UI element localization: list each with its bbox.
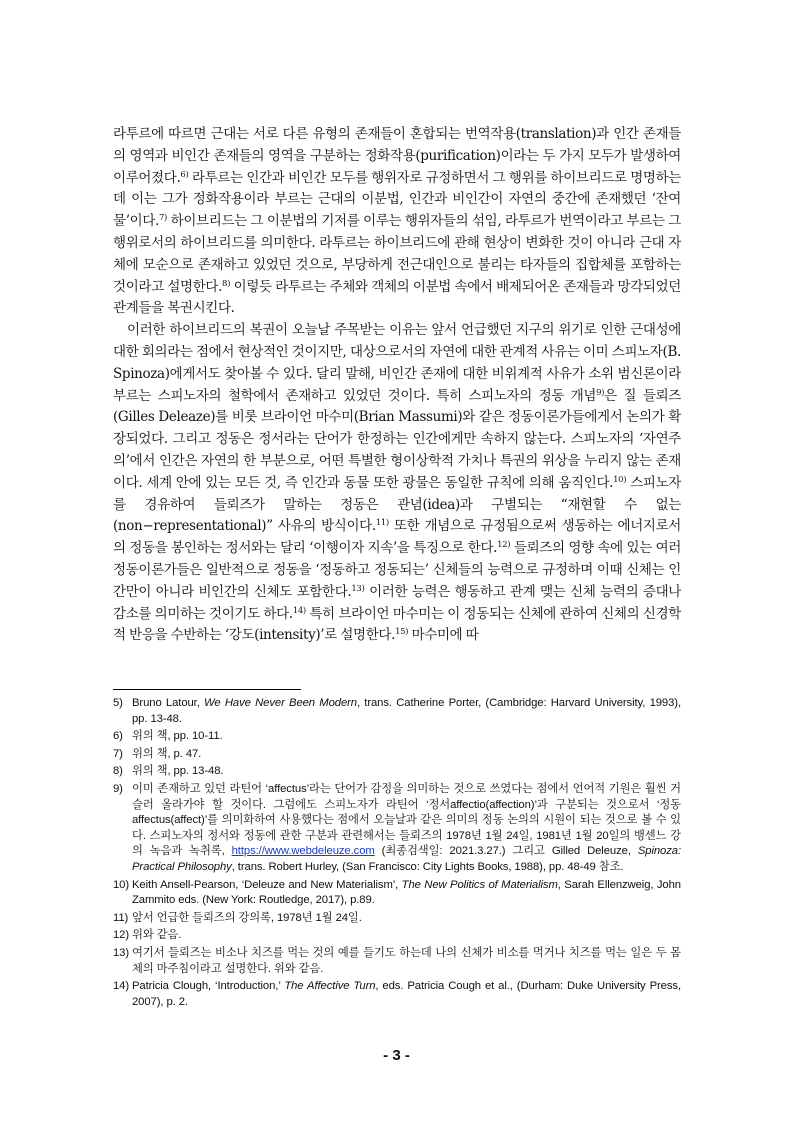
footnote-number: 9) xyxy=(113,782,123,795)
footnote-ref[interactable]: 6) xyxy=(180,169,189,180)
footnote-ref[interactable]: 13) xyxy=(351,583,365,594)
webdeleuze-link[interactable]: https://www.webdeleuze.com xyxy=(231,845,375,858)
footnote xyxy=(113,928,681,944)
footnote xyxy=(113,878,681,909)
paragraph xyxy=(113,320,681,647)
text-run: 라투르는 인간과 비인간 모두를 행위자로 규정하면서 그 행위를 하이브리드로 명명하는데 이는 그가 정화작용이라 부르는 근대의 이분법, 인간과 비인간이 자연의 중간에 존재했던 ‘잔여물’이다. xyxy=(113,169,681,230)
footnote-number: 8) xyxy=(113,765,123,778)
footnote-number: 7) xyxy=(113,747,123,760)
footnote-number: 11) xyxy=(113,911,129,924)
footnote-text: 위와 같음. xyxy=(132,929,182,942)
footnote xyxy=(113,696,681,727)
text-run: 특히 브라이언 마수미는 이 정동되는 신체에 관하여 신체의 신경학적 반응을 수반하는 ‘강도(intensity)’로 설명한다. xyxy=(113,605,681,644)
footnote-ref[interactable]: 10) xyxy=(613,474,627,485)
footnote xyxy=(113,946,681,977)
text-run: 은 질 들뢰즈(Gilles Deleaze)를 비롯 브라이언 마수미(Brian Massumi)와 같은 정동이론가들에게서 논의가 확장되었다. 그리고 정동은 정서라는 단어가 한정하는 인간에게만 속하지 않는다. 스피노자의 ‘자연주의’에서 인간은 자연의 한 부분으로, 어떤 특별한 형이상학적 가치나 특권의 위상을 누리지 않는 존재이다. 세계 안에 있는 모든 것, 즉 인간과 동물 또한 광물은 동일한 규칙에 의해 움직인다. xyxy=(113,387,681,491)
footnote-ref[interactable]: 8) xyxy=(222,278,231,289)
footnote-divider xyxy=(113,689,301,690)
text-run: 이러한 하이브리드의 복권이 오늘날 주목받는 이유는 앞서 언급했던 지구의 위기로 인한 근대성에 대한 회의라는 점에서 현상적인 것이지만, 대상으로서의 자연에 대한 관계적 사유는 이미 스피노자(B. Spinoza)에게서도 찾아볼 수 있다. 달리 말해, 비인간 존재에 대한 비위계적 사유가 소위 범신론이라 부르는 스피노자의 철학에서 존재하고 있었던 것이다. 특히 스피노자의 정동 개념 xyxy=(113,322,681,404)
text-run: 하이브리드는 그 이분법의 기저를 이루는 행위자들의 섞임, 라투르가 번역이라고 부르는 그 행위로서의 하이브리드를 의미한다. 라투르는 하이브리드에 관해 현상이 변화한 것이 아니라 근대 자체에 모순으로 존재하고 있었던 것으로, 부당하게 전근대인으로 불리는 타자들의 집합체를 포함하는 것이라고 설명한다. xyxy=(113,213,681,295)
footnote xyxy=(113,729,681,745)
footnote-ref[interactable]: 11) xyxy=(375,518,389,529)
footnote-text: 여기서 들뢰즈는 비소나 치즈를 먹는 것의 예를 들기도 하는데 나의 신체가 비소를 먹거나 치즈를 먹는 일은 두 몸체의 마주침이라고 설명한다. 위와 같음. xyxy=(132,946,681,975)
footnote-text: 위의 책, pp. 10-11. xyxy=(132,730,223,743)
footnote-text: 이미 존재하고 있던 라틴어 ‘affectus’라는 단어가 감정을 의미하는 것으로 쓰였다는 점에서 언어적 기원은 훨씬 거슬러 올라가야 할 것이다. 그럼에도 스피노자가 라틴어 ‘정서affectio(affection)’과 구분되는 것으로서 ‘정동affectus(affect)’를 의미화하여 사용했다는 점에서 오늘날과 같은 의미의 정동 논의의 시원이 되는 것으로 볼 수 있다. 스피노자의 정서와 정동에 관한 구분과 관련해서는 들뢰즈의 1978년 1월 24일, 1981년 1월 20일의 뱅센느 강의 녹음과 녹취록, https://www.webdeleuze.com (최종검색일: 2021.3.27.) 그리고 Gilled Deleuze, Spinoza: Practical Philosophy, trans. Robert Hurley, (San Francisco: City Lights Books, 1988), pp. 48-49 참조. xyxy=(132,782,681,873)
footnote-number: 13) xyxy=(113,946,130,959)
footnote xyxy=(113,782,681,876)
footnote-number: 5) xyxy=(113,697,123,709)
text-run: 이렇듯 라투르는 주체와 객체의 이분법 속에서 배제되어온 존재들과 망각되었던 관계들을 복권시킨다. xyxy=(113,278,681,317)
footnote-text: 위의 책, pp. 13-48. xyxy=(132,765,224,778)
footnote-ref[interactable]: 15) xyxy=(395,627,409,638)
paragraph xyxy=(113,124,681,320)
footnote-text: Patricia Clough, ‘Introduction,’ The Affective Turn, eds. Patricia Cough et al., (Durham: Duke University Press, 2007), p. 2. xyxy=(132,980,681,1008)
footnotes xyxy=(113,696,681,1012)
footnote-number: 14) xyxy=(113,980,130,993)
footnote-text: 앞서 언급한 들뢰즈의 강의록, 1978년 1월 24일. xyxy=(132,911,362,924)
footnote-text: 위의 책, p. 47. xyxy=(132,747,202,760)
footnote-number: 6) xyxy=(113,730,123,743)
page-number: - 3 - xyxy=(383,1047,410,1064)
footnote xyxy=(113,747,681,763)
footnote-ref[interactable]: 7) xyxy=(158,213,167,224)
footnote-ref[interactable]: 9) xyxy=(596,387,605,398)
text-run: 또한 개념으로 규정됨으로써 생동하는 에너지로서의 정동을 봉인하는 정서와는 달리 ‘이행이자 지속’을 특징으로 한다. xyxy=(113,518,681,557)
footnote xyxy=(113,979,681,1010)
text-run: 라투르에 따르면 근대는 서로 다른 유형의 존재들이 혼합되는 번역작용(translation)과 인간 존재들의 영역과 비인간 존재들의 영역을 구분하는 정화작용(purification)이라는 두 가지 모두가 발생하여 이루어졌다. xyxy=(113,126,681,186)
text-run: 들뢰즈의 영향 속에 있는 여러 정동이론가들은 일반적으로 정동을 ‘정동하고 정동되는’ 신체들의 능력으로 규정하며 이때 신체는 인간만이 아니라 비인간의 신체도 포함한다. xyxy=(113,540,682,600)
footnote-number: 12) xyxy=(113,929,130,942)
text-run: 이러한 능력은 행동하고 관계 맺는 신체 능력의 증대나 감소를 의미하는 것이기도 하다. xyxy=(113,583,681,622)
body-text xyxy=(113,124,681,647)
footnote-number: 10) xyxy=(113,878,130,891)
text-run: 마수미에 따 xyxy=(408,627,479,644)
footnote-text: Bruno Latour, We Have Never Been Modern, trans. Catherine Porter, (Cambridge: Harvard University, 1993), pp. 13-48. xyxy=(132,697,681,725)
footnote-ref[interactable]: 12) xyxy=(497,540,511,551)
footnote xyxy=(113,911,681,927)
footnote-ref[interactable]: 14) xyxy=(292,605,306,616)
footnote-text: Keith Ansell-Pearson, ‘Deleuze and New Materialism’, The New Politics of Materialism, Sarah Ellenzweig, John Zammito eds. (New York: Routledge, 2017), p.89. xyxy=(132,878,681,907)
footnote xyxy=(113,764,681,780)
text-run: 스피노자를 경유하여 들뢰즈가 말하는 정동은 관념(idea)과 구별되는 “재현할 수 없는(non−representational)” 사유의 방식이다. xyxy=(113,474,681,535)
